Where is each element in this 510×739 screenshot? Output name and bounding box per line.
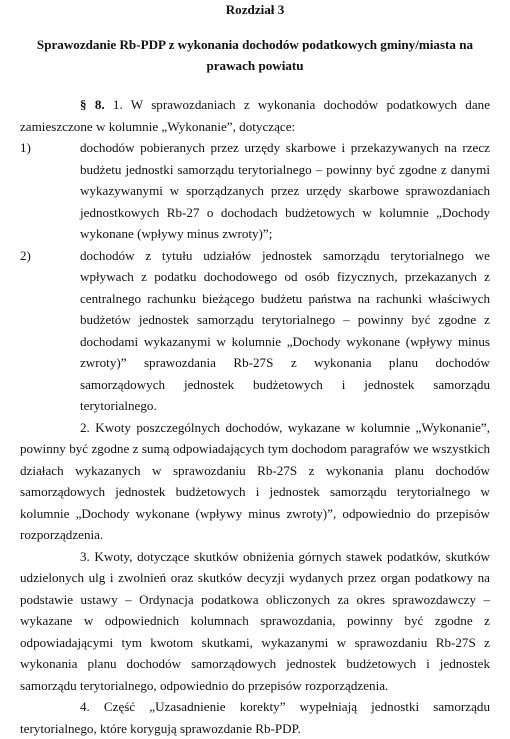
list-item-text: dochodów pobieranych przez urzędy skarbowe i przekazywanych na rzecz budżetu jednostki samorządu terytorialnego – powinny być zgodne z danymi wykazywanymi w sporządzanych przez urzędy skarbowe sprawozdaniach jednostkowych Rb-27 o dochodach budżetowych w kolumnie „Dochody wykonane (wpływy minus zwroty)”; xyxy=(80,140,490,241)
paragraph-3: 3. Kwoty, dotyczące skutków obniżenia górnych stawek podatków, skutków udzielonych ulg i zwolnień oraz skutków decyzji wydanych przez organ podatkowy na podstawie ustawy – Ordynacja podatkowa obliczonych za okres sprawozdawczy – wykazane w odpowiednich kolumnach sprawozdania, powinny być zgodne z odpowiadającymi tym kwotom skutkami, wykazanymi w sprawozdaniu Rb-27S z wykonania planu dochodów samorządowych jednostek budżetowych i jednostek samorządu terytorialnego, odpowiednio do przepisów rozporządzenia. xyxy=(20,548,490,693)
paragraph-1-text: 1. W sprawozdaniach z wykonania dochodów podatkowych dane zamieszczone w kolumnie „Wykonanie”, dotyczące: xyxy=(20,97,491,134)
list-item-number: 1) xyxy=(20,140,31,155)
paragraph-1 xyxy=(20,94,490,137)
list-item xyxy=(20,137,490,245)
document-title: Sprawozdanie Rb-PDP z wykonania dochodów podatkowych gminy/miasta na prawach powiatu xyxy=(36,37,474,73)
chapter-heading: Rozdział 3 xyxy=(225,2,285,17)
paragraph-2: 2. Kwoty poszczególnych dochodów, wykazane w kolumnie „Wykonanie”, powinny być zgodne z sumą odpowiadających tym dochodom paragrafów we wszystkich działach wykazanych w sprawozdaniu Rb-27S z wykonania planu dochodów samorządowych jednostek budżetowych i jednostek samorządu terytorialnego w kolumnie „Dochody wykonane (wpływy minus zwroty)”, odpowiednio do przepisów rozporządzenia. xyxy=(20,419,490,542)
section-mark: § 8. xyxy=(80,97,105,112)
list-item-text: dochodów z tytułu udziałów jednostek samorządu terytorialnego we wpływach z podatku dochodowego od osób fizycznych, przekazanych z centralnego rachunku bieżącego budżetu państwa na rachunki właściwych budżetów jednostek samorządu terytorialnego – powinny być zgodne z dochodami wykazanymi w kolumnie „Dochody wykonane (wpływy minus zwroty)” sprawozdania Rb-27S z wykonania planu dochodów samorządowych jednostek budżetowych i jednostek samorządu terytorialnego. xyxy=(80,247,490,413)
paragraph-4: 4. Część „Uzasadnienie korekty” wypełniają jednostki samorządu terytorialnego, które korygują sprawozdanie Rb-PDP. xyxy=(20,699,490,736)
list-item-number: 2) xyxy=(20,247,31,263)
list-item xyxy=(20,245,490,417)
